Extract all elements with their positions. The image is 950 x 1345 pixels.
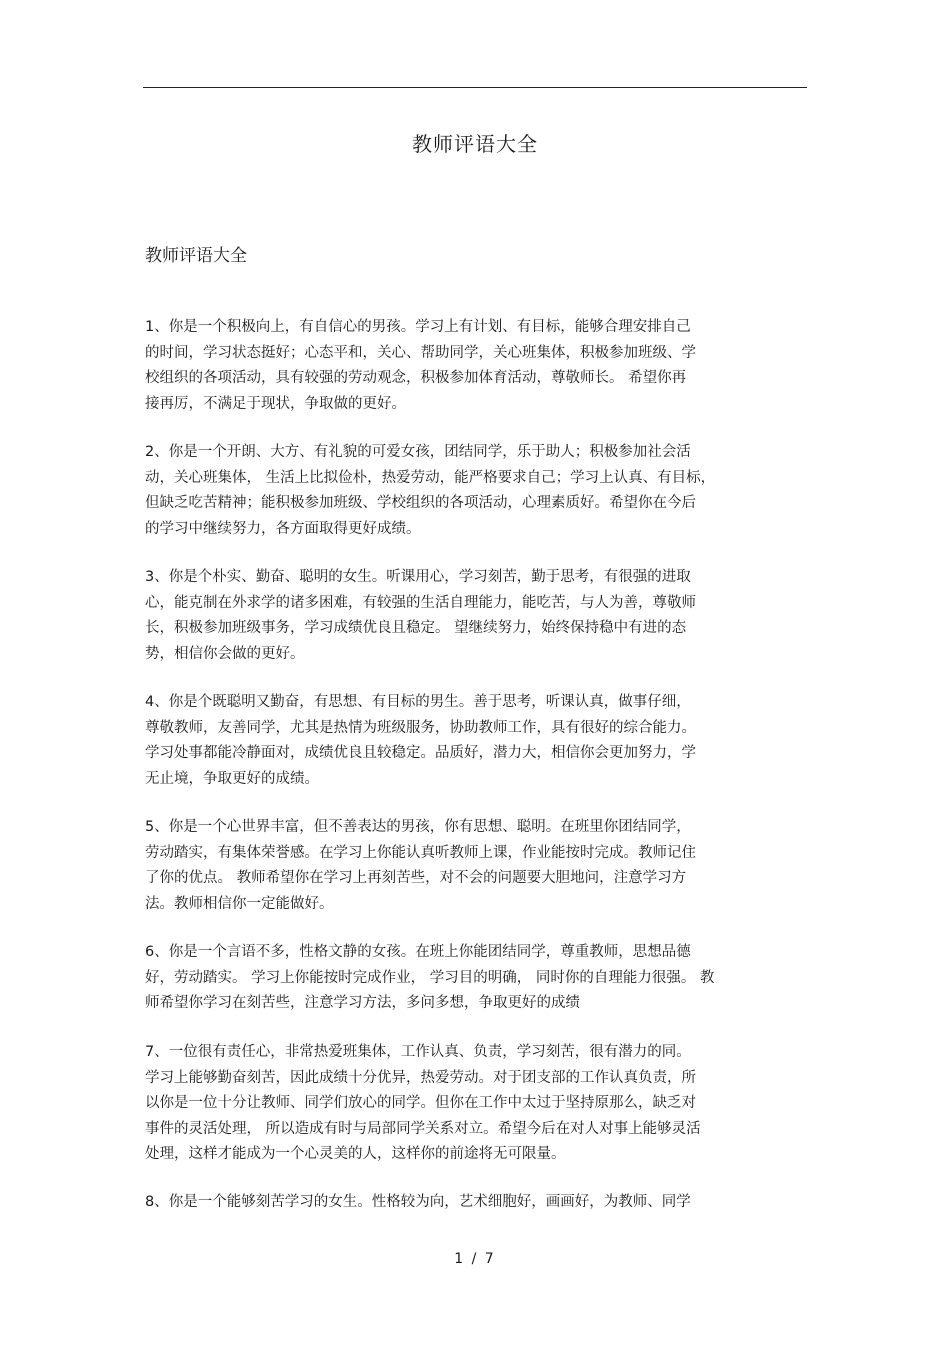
paragraph-line: 校组织的各项活动，具有较强的劳动观念，积极参加体育活动，尊敬师长。 希望你再	[145, 370, 687, 386]
comment-paragraph-1	[145, 315, 809, 417]
paragraph-line: 但缺乏吃苦精神；能积极参加班级、学校组织的各项活动，心理素质好。希望你在今后	[145, 495, 696, 511]
paragraph-line: 学习上能够勤奋刻苦，因此成绩十分优异，热爱劳动。对于团支部的工作认真负责，所	[145, 1069, 696, 1086]
paragraph-line: 无止境，争取更好的成绩。	[145, 770, 319, 787]
paragraph-line: 处理，这样才能成为一个心灵美的人，这样你的前途将无可限量。	[145, 1146, 566, 1162]
paragraph-line: 法。教师相信你一定能做好。	[145, 895, 334, 912]
paragraph-line: 的学习中继续努力，各方面取得更好成绩。	[145, 520, 421, 537]
paragraph-line: 3、你是个朴实、勤奋、聪明的女生。听课用心，学习刻苦，勤于思考，有很强的进取	[145, 569, 691, 585]
paragraph-line: 1、你是一个积极向上，有自信心的男孩。学习上有计划、有目标，能够合理安排自己	[145, 319, 691, 335]
section-heading: 教师评语大全	[145, 246, 247, 266]
comment-paragraph-6	[145, 940, 809, 1017]
paragraph-line: 的时间，学习状态挺好；心态平和，关心、帮助同学，关心班集体，积极参加班级、学	[145, 344, 696, 361]
comment-paragraph-5	[145, 815, 809, 917]
paragraph-line: 2、你是一个开朗、大方、有礼貌的可爱女孩，团结同学，乐于助人；积极参加社会活	[145, 444, 691, 460]
header-rule	[143, 87, 807, 88]
paragraph-line: 4、你是个既聪明又勤奋，有思想、有目标的男生。善于思考，听课认真，做事仔细，	[145, 694, 691, 710]
paragraph-line: 尊敬教师，友善同学，尤其是热情为班级服务，协助教师工作，具有很好的综合能力。	[145, 719, 696, 736]
paragraph-line: 心，能克制在外求学的诸多困难，有较强的生活自理能力，能吃苦，与人为善，尊敬师	[145, 594, 696, 611]
comment-paragraph-2	[145, 440, 809, 542]
comment-paragraph-4	[145, 690, 809, 792]
paragraph-line: 事件的灵活处理， 所以造成有时与局部同学关系对立。希望今后在对人对事上能够灵活	[145, 1120, 701, 1137]
paragraph-line: 动，关心班集体， 生活上比拟俭朴，热爱劳动，能严格要求自己；学习上认真、有目标，	[145, 469, 716, 486]
comment-paragraph-3	[145, 565, 809, 667]
paragraph-line: 7、一位很有责任心，非常热爱班集体，工作认真、负责，学习刻苦，很有潜力的同。	[145, 1044, 691, 1060]
paragraph-line: 势，相信你会做的更好。	[145, 645, 305, 662]
paragraph-line: 学习处事都能冷静面对，成绩优良且较稳定。品质好，潜力大，相信你会更加努力，学	[145, 745, 696, 761]
document-title: 教师评语大全	[412, 132, 538, 156]
paragraph-line: 好，劳动踏实。 学习上你能按时完成作业， 学习目的明确， 同时你的自理能力很强。 教	[145, 969, 715, 986]
paragraph-line: 8、你是一个能够刻苦学习的女生。性格较为向，艺术细胞好，画画好，为教师、同学	[145, 1194, 691, 1210]
paragraph-line: 以你是一位十分让教师、同学们放心的同学。但你在工作中太过于坚持原那么，缺乏对	[145, 1095, 696, 1111]
comment-paragraph-7	[145, 1040, 809, 1168]
paragraph-line: 接再厉，不满足于现状，争取做的更好。	[145, 395, 406, 412]
paragraph-line: 师希望你学习在刻苦些，注意学习方法，多问多想，争取更好的成绩	[145, 995, 580, 1011]
paragraph-line: 了你的优点。 教师希望你在学习上再刻苦些，对不会的问题要大胆地问，注意学习方	[145, 870, 687, 886]
comment-paragraph-8	[145, 1190, 809, 1216]
paragraph-line: 长，积极参加班级事务，学习成绩优良且稳定。 望继续努力，始终保持稳中有进的态	[145, 620, 687, 636]
page-number: 1 / 7	[454, 1251, 496, 1267]
paragraph-line: 劳动踏实，有集体荣誉感。在学习上你能认真听教师上课，作业能按时完成。教师记住	[145, 844, 696, 861]
paragraph-line: 5、你是一个心世界丰富，但不善表达的男孩，你有思想、聪明。在班里你团结同学，	[145, 819, 691, 835]
paragraph-line: 6、你是一个言语不多，性格文静的女孩。在班上你能团结同学，尊重教师，思想品德	[145, 944, 691, 960]
